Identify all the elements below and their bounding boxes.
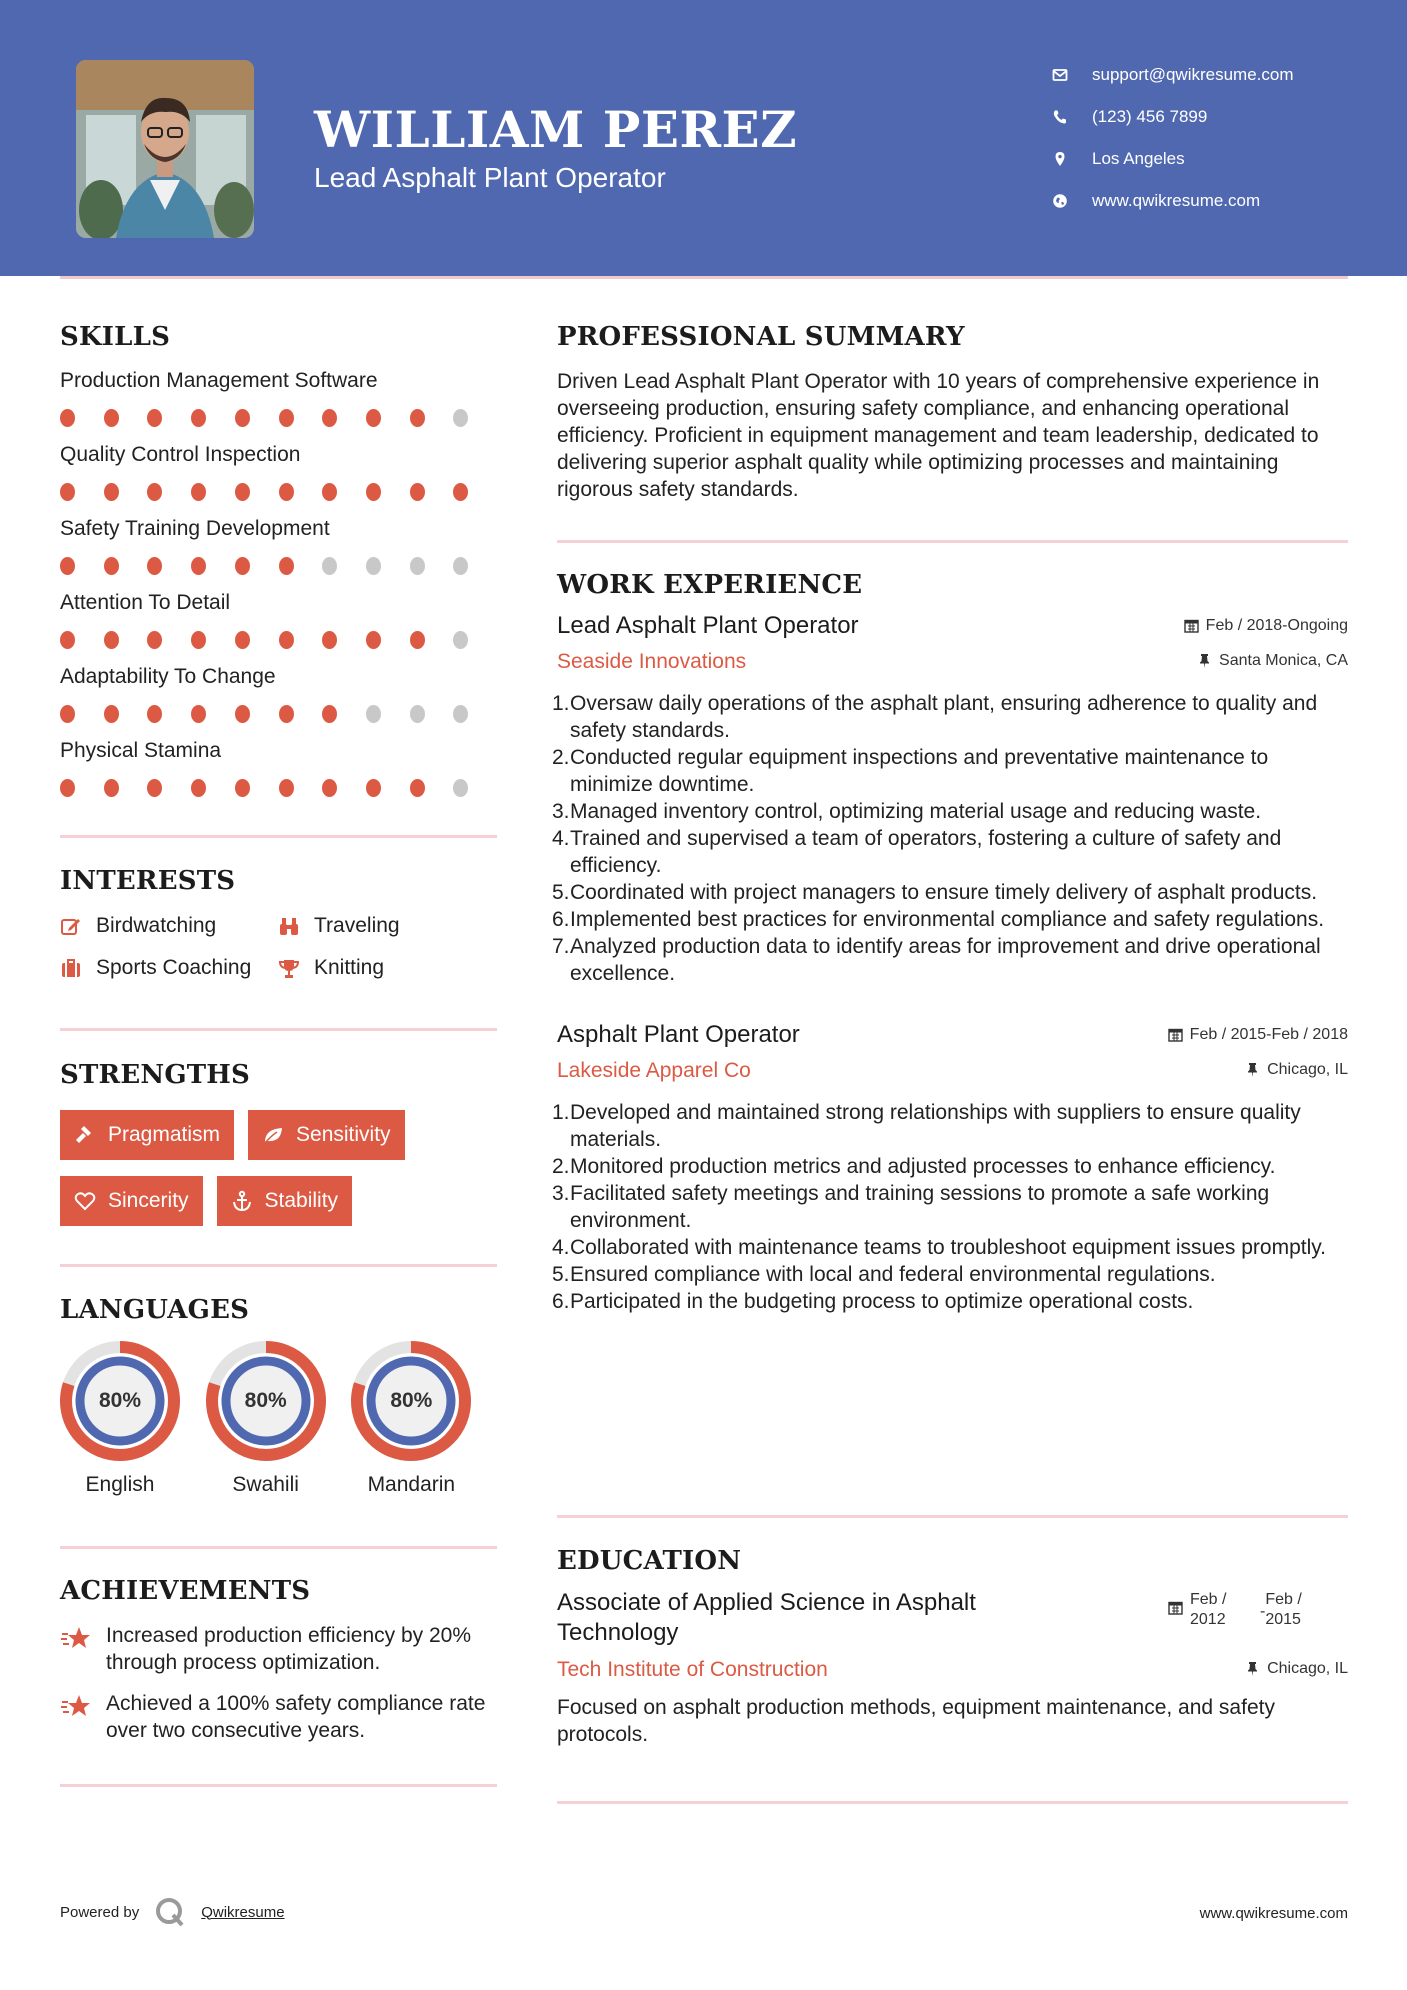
calendar-icon bbox=[1168, 1600, 1183, 1615]
education-degree: Associate of Applied Science in Asphalt Technology bbox=[557, 1589, 976, 1646]
education-divider bbox=[557, 1801, 1348, 1804]
job-duty-item bbox=[552, 1153, 1348, 1180]
education-date-start: Feb / 2012 bbox=[1190, 1591, 1227, 1628]
rating-dot-filled bbox=[147, 631, 162, 649]
rating-dot-filled bbox=[191, 631, 206, 649]
contact-phone-text: (123) 456 7899 bbox=[1092, 107, 1208, 126]
job-company-row bbox=[557, 650, 1348, 674]
rating-dot-filled bbox=[147, 557, 162, 575]
rating-dot-filled bbox=[322, 483, 337, 501]
duty-text: Trained and supervised a team of operators, fostering a culture of safety and efficiency. bbox=[570, 827, 1282, 877]
rating-dot-filled bbox=[235, 631, 250, 649]
phone-icon bbox=[1050, 107, 1070, 127]
rating-dot-filled bbox=[191, 409, 206, 427]
rating-dot-filled bbox=[104, 483, 119, 501]
briefcase-icon bbox=[60, 956, 86, 980]
header-divider bbox=[60, 276, 1348, 279]
profile-photo-image bbox=[76, 60, 254, 238]
duty-text: Coordinated with project managers to ensure timely delivery of asphalt products. bbox=[570, 881, 1318, 904]
duty-text: Analyzed production data to identify areas for improvement and drive operational excellence. bbox=[570, 935, 1321, 985]
achievements-title: ACHIEVEMENTS bbox=[60, 1576, 311, 1606]
contact-location bbox=[1050, 138, 1380, 180]
job-duty-item bbox=[552, 879, 1348, 906]
language-item bbox=[60, 1341, 206, 1497]
candidate-title: Lead Asphalt Plant Operator bbox=[314, 162, 666, 193]
achievements-section bbox=[60, 1576, 497, 1744]
candidate-name: WILLIAM PEREZ bbox=[314, 100, 798, 159]
rating-dot-filled bbox=[410, 779, 425, 797]
rating-dot-filled bbox=[410, 631, 425, 649]
duty-text: Facilitated safety meetings and training sessions to promote a safe working environment. bbox=[570, 1182, 1270, 1232]
job-dates bbox=[1168, 1026, 1348, 1044]
rating-dot-filled bbox=[147, 705, 162, 723]
duty-text: Monitored production metrics and adjusted processes to enhance efficiency. bbox=[570, 1155, 1276, 1178]
strengths-title: STRENGTHS bbox=[60, 1060, 251, 1090]
rating-dot-filled bbox=[191, 705, 206, 723]
rating-dot-filled bbox=[60, 557, 75, 575]
language-ring bbox=[60, 1341, 180, 1461]
duty-number: 4. bbox=[552, 827, 570, 850]
rating-dot-filled bbox=[60, 779, 75, 797]
job-company-row bbox=[557, 1059, 1348, 1083]
job-duty-item bbox=[552, 1180, 1348, 1234]
job-duty-item bbox=[552, 825, 1348, 879]
rating-dot-filled bbox=[104, 409, 119, 427]
duty-number: 7. bbox=[552, 935, 570, 958]
duty-number: 3. bbox=[552, 1182, 570, 1205]
interests-divider bbox=[60, 1028, 497, 1031]
rating-dot-filled bbox=[104, 779, 119, 797]
skill-rating bbox=[60, 396, 497, 440]
achievement-text: Achieved a 100% safety compliance rate over two consecutive years. bbox=[106, 1692, 486, 1742]
summary-divider bbox=[557, 540, 1348, 543]
achievement-item bbox=[60, 1690, 497, 1744]
strength-tag bbox=[248, 1110, 405, 1160]
rating-dot-filled bbox=[322, 631, 337, 649]
language-name: Mandarin bbox=[367, 1473, 456, 1496]
job-entry bbox=[552, 1021, 1348, 1315]
skill-name: Safety Training Development bbox=[60, 517, 330, 540]
job-dates-text: Feb / 2015-Feb / 2018 bbox=[1189, 1025, 1348, 1043]
skill-rating bbox=[60, 470, 497, 514]
languages-divider bbox=[60, 1546, 497, 1549]
language-percent: 80% bbox=[390, 1389, 433, 1412]
education-school: Tech Institute of Construction bbox=[557, 1658, 828, 1681]
strengths-divider bbox=[60, 1264, 497, 1267]
duty-text: Developed and maintained strong relationships with suppliers to ensure quality materials. bbox=[570, 1101, 1301, 1151]
strengths-list bbox=[60, 1110, 497, 1226]
languages-section bbox=[60, 1295, 497, 1497]
rating-dot-empty bbox=[453, 779, 468, 797]
rating-dot-filled bbox=[366, 779, 381, 797]
language-percent: 80% bbox=[244, 1389, 287, 1412]
languages-title: LANGUAGES bbox=[60, 1295, 250, 1325]
strength-label: Stability bbox=[264, 1189, 339, 1212]
job-company: Seaside Innovations bbox=[557, 650, 747, 673]
summary-text: Driven Lead Asphalt Plant Operator with 10 years of comprehensive experience in overseeing production, ensuring safety compliance, and enhancing operational efficiency. Proficient in equipment management and team leadership, dedicated to delivering superior asphalt quality while optimizing processes and maintaining rigorous safety standards. bbox=[557, 370, 1320, 501]
trophy-icon bbox=[278, 956, 304, 980]
pencil-square-icon bbox=[60, 914, 86, 938]
interest-label: Birdwatching bbox=[96, 914, 217, 937]
skills-section bbox=[60, 322, 497, 810]
job-role: Lead Asphalt Plant Operator bbox=[557, 612, 859, 639]
skill-name: Attention To Detail bbox=[60, 591, 231, 614]
duty-text: Ensured compliance with local and federal environmental regulations. bbox=[570, 1263, 1216, 1286]
rating-dot-filled bbox=[366, 483, 381, 501]
duty-number: 4. bbox=[552, 1236, 570, 1259]
strength-tag bbox=[217, 1176, 353, 1226]
education-dates bbox=[1168, 1590, 1348, 1648]
experience-title: WORK EXPERIENCE bbox=[557, 570, 863, 600]
languages-list bbox=[60, 1341, 497, 1497]
job-location-text: Chicago, IL bbox=[1267, 1060, 1348, 1078]
gavel-icon bbox=[74, 1124, 96, 1146]
rating-dot-filled bbox=[235, 483, 250, 501]
duty-text: Oversaw daily operations of the asphalt plant, ensuring adherence to quality and safety standards. bbox=[570, 692, 1318, 742]
experience-section bbox=[552, 570, 1348, 1315]
rating-dot-filled bbox=[279, 557, 294, 575]
summary-section bbox=[557, 322, 1348, 503]
rating-dot-filled bbox=[191, 557, 206, 575]
education-title: EDUCATION bbox=[557, 1546, 742, 1576]
rating-dot-filled bbox=[147, 779, 162, 797]
language-name: Swahili bbox=[232, 1473, 299, 1496]
interest-item bbox=[278, 914, 478, 938]
language-percent: 80% bbox=[98, 1389, 142, 1412]
education-section bbox=[557, 1546, 1348, 1748]
skill-name: Physical Stamina bbox=[60, 739, 222, 762]
contact-website-text: www.qwikresume.com bbox=[1092, 191, 1261, 210]
duty-number: 6. bbox=[552, 908, 570, 931]
interest-label: Sports Coaching bbox=[96, 956, 252, 979]
contact-website[interactable] bbox=[1050, 180, 1380, 222]
duty-text: Managed inventory control, optimizing material usage and reducing waste. bbox=[570, 800, 1262, 823]
jobs-list bbox=[552, 612, 1348, 1315]
duty-text: Participated in the budgeting process to optimize operational costs. bbox=[570, 1290, 1194, 1313]
job-dates-text: Feb / 2018-Ongoing bbox=[1205, 616, 1348, 634]
contact-email-text: support@qwikresume.com bbox=[1092, 65, 1294, 84]
calendar-icon bbox=[1184, 618, 1199, 633]
profile-photo bbox=[76, 60, 254, 238]
skill-rating bbox=[60, 692, 497, 736]
skills-list bbox=[60, 366, 497, 810]
duty-number: 2. bbox=[552, 1155, 570, 1178]
rating-dot-filled bbox=[279, 483, 294, 501]
footer-website[interactable]: www.qwikresume.com bbox=[1199, 1905, 1348, 1922]
job-dates bbox=[1184, 617, 1348, 635]
strength-label: Sincerity bbox=[108, 1189, 189, 1212]
skill-name: Production Management Software bbox=[60, 369, 378, 392]
education-header-row bbox=[557, 1588, 1348, 1648]
rating-dot-filled bbox=[453, 483, 468, 501]
globe-icon bbox=[1050, 191, 1070, 211]
rating-dot-empty bbox=[366, 705, 381, 723]
heart-icon bbox=[74, 1190, 96, 1212]
qwikresume-logo-icon bbox=[153, 1895, 187, 1929]
brand-link[interactable]: Qwikresume bbox=[201, 1903, 285, 1921]
education-date-sep: - bbox=[1260, 1603, 1266, 1620]
contact-list bbox=[1050, 54, 1380, 222]
pushpin-icon bbox=[1197, 653, 1212, 668]
job-header-row bbox=[557, 1021, 1348, 1049]
education-date-end: Feb / 2015 bbox=[1265, 1591, 1302, 1628]
duty-number: 5. bbox=[552, 881, 570, 904]
duty-text: Conducted regular equipment inspections and preventative maintenance to minimize downtime. bbox=[570, 746, 1269, 796]
rating-dot-empty bbox=[453, 557, 468, 575]
interest-item bbox=[278, 956, 478, 980]
binoculars-icon bbox=[278, 914, 304, 938]
rating-dot-filled bbox=[191, 483, 206, 501]
interests-list bbox=[60, 914, 497, 980]
rating-dot-filled bbox=[147, 483, 162, 501]
rating-dot-filled bbox=[279, 779, 294, 797]
rating-dot-filled bbox=[279, 409, 294, 427]
contact-phone[interactable] bbox=[1050, 96, 1380, 138]
rating-dot-filled bbox=[410, 409, 425, 427]
duty-text: Collaborated with maintenance teams to troubleshoot equipment issues promptly. bbox=[570, 1236, 1327, 1259]
duty-text: Implemented best practices for environmental compliance and safety regulations. bbox=[570, 908, 1325, 931]
strengths-section bbox=[60, 1060, 497, 1226]
rating-dot-filled bbox=[279, 631, 294, 649]
duty-number: 3. bbox=[552, 800, 570, 823]
rating-dot-filled bbox=[279, 705, 294, 723]
pushpin-icon bbox=[1245, 1062, 1260, 1077]
summary-title: PROFESSIONAL SUMMARY bbox=[557, 322, 965, 352]
education-location-text: Chicago, IL bbox=[1267, 1659, 1348, 1677]
interest-label: Knitting bbox=[314, 956, 385, 979]
achievements-divider bbox=[60, 1784, 497, 1787]
job-duty-item bbox=[552, 906, 1348, 933]
rating-dot-filled bbox=[235, 409, 250, 427]
skills-title: SKILLS bbox=[60, 322, 171, 352]
star-icon bbox=[60, 1622, 94, 1659]
footer-powered-by bbox=[60, 1895, 285, 1929]
language-item bbox=[351, 1341, 497, 1497]
rating-dot-empty bbox=[410, 705, 425, 723]
skill-rating bbox=[60, 766, 497, 810]
interests-title: INTERESTS bbox=[60, 866, 236, 896]
rating-dot-filled bbox=[322, 705, 337, 723]
rating-dot-filled bbox=[322, 409, 337, 427]
duty-number: 2. bbox=[552, 746, 570, 769]
map-pin-icon bbox=[1050, 149, 1070, 169]
interest-label: Traveling bbox=[314, 914, 400, 937]
rating-dot-filled bbox=[235, 557, 250, 575]
rating-dot-filled bbox=[366, 631, 381, 649]
rating-dot-filled bbox=[60, 483, 75, 501]
job-location-text: Santa Monica, CA bbox=[1219, 651, 1348, 669]
skill-name: Quality Control Inspection bbox=[60, 443, 301, 466]
job-duty-item bbox=[552, 1099, 1348, 1153]
rating-dot-filled bbox=[235, 779, 250, 797]
rating-dot-empty bbox=[410, 557, 425, 575]
duty-number: 1. bbox=[552, 1101, 570, 1124]
calendar-icon bbox=[1168, 1027, 1183, 1042]
rating-dot-filled bbox=[104, 557, 119, 575]
job-duty-item bbox=[552, 744, 1348, 798]
skill-rating bbox=[60, 544, 497, 588]
job-duty-item bbox=[552, 1261, 1348, 1288]
rating-dot-filled bbox=[322, 779, 337, 797]
rating-dot-empty bbox=[453, 631, 468, 649]
strength-tag bbox=[60, 1110, 234, 1160]
duty-number: 6. bbox=[552, 1290, 570, 1313]
job-duty-item bbox=[552, 1288, 1348, 1315]
language-ring bbox=[206, 1341, 326, 1461]
rating-dot-filled bbox=[235, 705, 250, 723]
rating-dot-filled bbox=[147, 409, 162, 427]
experience-divider bbox=[557, 1515, 1348, 1518]
rating-dot-empty bbox=[453, 705, 468, 723]
rating-dot-empty bbox=[453, 409, 468, 427]
language-name: English bbox=[85, 1473, 155, 1496]
strength-label: Pragmatism bbox=[108, 1123, 221, 1146]
rating-dot-empty bbox=[322, 557, 337, 575]
job-entry bbox=[552, 612, 1348, 987]
education-description: Focused on asphalt production methods, equipment maintenance, and safety protocols. bbox=[557, 1696, 1275, 1746]
interests-section bbox=[60, 866, 497, 980]
job-duties-list bbox=[552, 1099, 1348, 1315]
star-icon bbox=[60, 1690, 94, 1727]
job-location bbox=[1245, 1061, 1348, 1079]
achievement-item bbox=[60, 1622, 497, 1676]
rating-dot-filled bbox=[191, 779, 206, 797]
job-duty-item bbox=[552, 1234, 1348, 1261]
job-duty-item bbox=[552, 798, 1348, 825]
strength-tag bbox=[60, 1176, 203, 1226]
duty-number: 1. bbox=[552, 692, 570, 715]
language-ring bbox=[351, 1341, 471, 1461]
achievement-text: Increased production efficiency by 20% through process optimization. bbox=[106, 1624, 471, 1674]
header-banner bbox=[0, 0, 1407, 276]
rating-dot-filled bbox=[104, 631, 119, 649]
powered-by-label: Powered by bbox=[60, 1903, 140, 1921]
rating-dot-filled bbox=[104, 705, 119, 723]
education-school-row bbox=[557, 1658, 1348, 1682]
skill-name: Adaptability To Change bbox=[60, 665, 276, 688]
anchor-icon bbox=[231, 1190, 253, 1212]
language-item bbox=[206, 1341, 352, 1497]
skills-divider bbox=[60, 835, 497, 838]
job-location bbox=[1197, 652, 1348, 670]
education-location bbox=[1245, 1660, 1348, 1678]
duty-number: 5. bbox=[552, 1263, 570, 1286]
contact-email[interactable] bbox=[1050, 54, 1380, 96]
rating-dot-filled bbox=[410, 483, 425, 501]
job-role: Asphalt Plant Operator bbox=[557, 1021, 800, 1048]
skill-rating bbox=[60, 618, 497, 662]
rating-dot-empty bbox=[366, 557, 381, 575]
leaf-icon bbox=[262, 1124, 284, 1146]
rating-dot-filled bbox=[366, 409, 381, 427]
job-header-row bbox=[557, 612, 1348, 640]
interest-item bbox=[60, 956, 278, 980]
pushpin-icon bbox=[1245, 1661, 1260, 1676]
rating-dot-filled bbox=[60, 631, 75, 649]
rating-dot-filled bbox=[60, 409, 75, 427]
job-duties-list bbox=[552, 690, 1348, 987]
job-company: Lakeside Apparel Co bbox=[557, 1059, 751, 1082]
strength-label: Sensitivity bbox=[296, 1123, 391, 1146]
rating-dot-filled bbox=[60, 705, 75, 723]
interest-item bbox=[60, 914, 278, 938]
job-duty-item bbox=[552, 933, 1348, 987]
envelope-icon bbox=[1050, 65, 1070, 85]
job-duty-item bbox=[552, 690, 1348, 744]
contact-location-text: Los Angeles bbox=[1092, 149, 1185, 168]
